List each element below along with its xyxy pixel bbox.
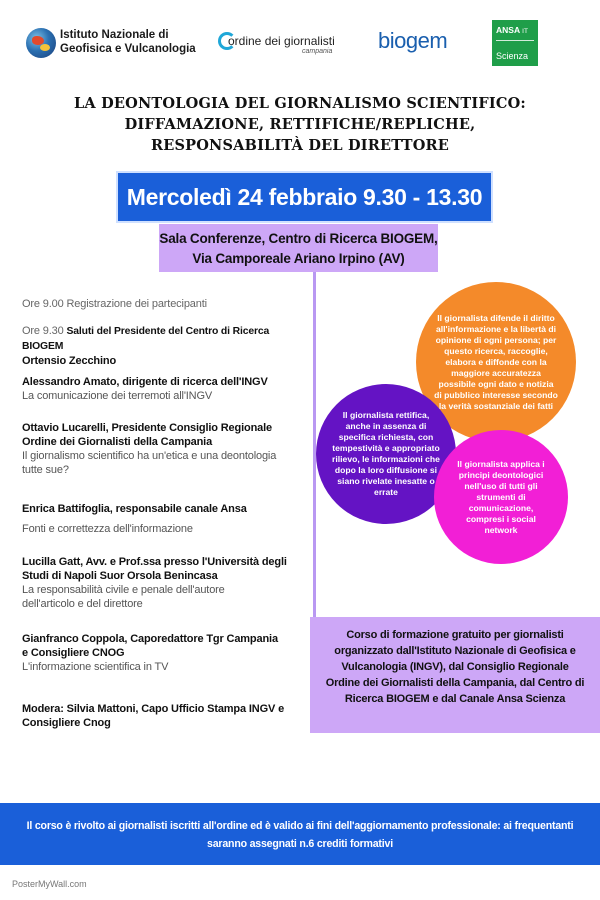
odg-logo-text: ordine dei giornalisti: [228, 34, 335, 48]
odg-logo: [218, 30, 348, 60]
greet-text: Saluti del Presidente del Centro di Ricerca BIOGEM: [22, 326, 270, 352]
ingv-line1: Istituto Nazionale di: [60, 29, 169, 41]
ansa-scienza-logo: [492, 20, 538, 66]
title-line2: DIFFAMAZIONE, RETTIFICHE/REPLICHE,: [124, 116, 476, 133]
talk4-topic-l1: La responsabilità civile e penale dell'autore: [22, 584, 225, 596]
title-line1: LA DEONTOLOGIA DEL GIORNALISMO SCIENTIFICO:: [74, 95, 526, 112]
talk2-topic-l2: tutte sue?: [22, 464, 69, 476]
venue-line1: Sala Conferenze, Centro di Ricerca BIOGEM,: [159, 231, 438, 246]
talk5-speaker-l1: Gianfranco Coppola, Caporedattore Tgr Campania: [22, 633, 278, 645]
program-talk-4: [22, 555, 307, 611]
talk5-topic: L'informazione scientifica in TV: [22, 661, 169, 673]
program-talk-2: [22, 421, 307, 477]
orange-quote-text: Il giornalista difende il diritto all'informazione e la libertà di opinione di ogni persona; per questo ricerca, raccoglie, elabora e diffonde con la maggiore accuratezza possibile ogni dato e notizia di pubblico interesse secondo la verità sostanziale dei fatti: [434, 312, 558, 411]
footer-line1: Il corso è rivolto ai giornalisti iscritti all'ordine ed è valido ai fini dell'aggiornamento professionale: ai frequentanti: [26, 820, 574, 832]
ingv-line2: Geofisica e Vulcanologia: [60, 43, 196, 55]
talk4-topic-l2: dell'articolo e del direttore: [22, 598, 143, 610]
talk5-speaker-l2: e Consigliere CNOG: [22, 647, 125, 659]
title-line3: RESPONSABILITÀ DEL DIRETTORE: [150, 137, 450, 154]
pink-quote-circle: [434, 430, 568, 564]
talk4-speaker-l1: Lucilla Gatt, Avv. e Prof.ssa presso l'Università degli: [22, 556, 287, 568]
talk1-topic: La comunicazione dei terremoti all'INGV: [22, 390, 213, 402]
ansa-divider: [496, 40, 534, 41]
greet-name: Ortensio Zecchino: [22, 355, 117, 367]
purple-quote-text: Il giornalista rettifica, anche in assenza di specifica richiesta, con tempestività e appropriato rilievo, le informazioni che dopo la loro diffusione si siano rivelate inesatte o errate: [332, 410, 440, 497]
venue-box: [159, 224, 438, 272]
event-title: [20, 93, 580, 156]
ansa-line1: [496, 25, 528, 35]
program-moderator: [22, 702, 307, 730]
talk2-speaker-l2: Ordine dei Giornalisti della Campania: [22, 436, 213, 448]
program-greetings: [22, 324, 307, 368]
date-banner: Mercoledì 24 febbraio 9.30 - 13.30: [116, 171, 493, 223]
footer-line2: saranno assegnati n.6 crediti formativi: [207, 838, 393, 850]
venue-line2: Via Camporeale Ariano Irpino (AV): [192, 251, 405, 266]
program-talk-1: [22, 375, 307, 403]
moderator-l1: Modera: Silvia Mattoni, Capo Ufficio Stampa INGV e: [22, 703, 285, 715]
talk1-speaker: Alessandro Amato, dirigente di ricerca dell'INGV: [22, 376, 268, 388]
ansa-line2: Scienza: [496, 51, 529, 61]
biogem-logo: biogem: [378, 28, 448, 53]
ansa-word: ANSA: [496, 25, 520, 35]
greet-time: Ore 9.30: [22, 325, 64, 337]
footer-banner: [0, 803, 600, 865]
ansa-it: IT: [522, 28, 528, 35]
globe-icon: [26, 28, 56, 58]
course-info-text: Corso di formazione gratuito per giornalisti organizzato dall'Istituto Nazionale di Geofisica e Vulcanologia (INGV), dal Consiglio Regionale Ordine dei Giornalisti della Campania, dal Centro di Ricerca BIOGEM e dal Canale Ansa Scienza: [325, 629, 585, 705]
registration-text: Ore 9.00 Registrazione dei partecipanti: [22, 298, 207, 310]
watermark: PosterMyWall.com: [12, 879, 87, 889]
course-info-box: [310, 617, 600, 733]
ingv-logo: [26, 26, 206, 60]
talk2-topic-l1: Il giornalismo scientifico ha un'etica e una deontologia: [22, 450, 277, 462]
pink-quote-text: Il giornalista applica i principi deontologici nell'uso di tutti gli strumenti di comunicazione, compresi i social network: [457, 458, 545, 535]
moderator-l2: Consigliere Cnog: [22, 717, 111, 729]
talk3-topic: Fonti e correttezza dell'informazione: [22, 523, 193, 535]
program-registration: [22, 297, 307, 311]
ingv-logo-text: [60, 28, 196, 56]
program-talk-3: [22, 502, 307, 536]
program-talk-5: [22, 632, 307, 674]
odg-logo-sub: campania: [302, 48, 333, 55]
talk4-speaker-l2: Studi di Napoli Suor Orsola Benincasa: [22, 570, 218, 582]
talk2-speaker-l1: Ottavio Lucarelli, Presidente Consiglio Regionale: [22, 422, 272, 434]
talk3-speaker: Enrica Battifoglia, responsabile canale Ansa: [22, 503, 247, 515]
